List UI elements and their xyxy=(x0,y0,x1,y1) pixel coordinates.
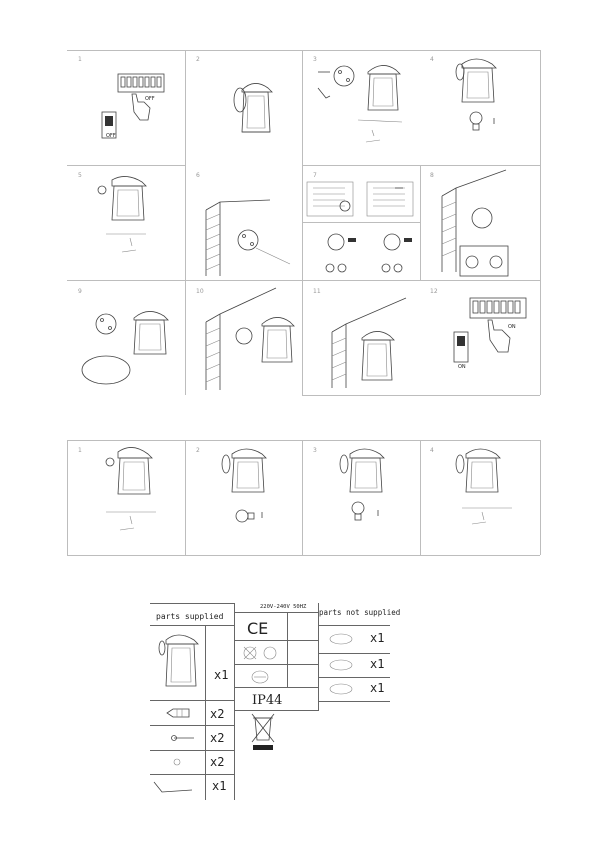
qty-drill: x1 xyxy=(370,631,385,645)
wall-plug-icon xyxy=(165,706,195,720)
maintenance-bulb-illustration xyxy=(218,446,288,536)
lantern-illustration xyxy=(228,80,278,142)
switch-off-label: OFF xyxy=(106,133,116,139)
step-number: 8 xyxy=(430,172,434,179)
parts-not-supplied-header: parts not supplied xyxy=(319,608,401,617)
step-number: 9 xyxy=(78,288,82,295)
qty-screwdriver: x1 xyxy=(370,657,385,671)
screw-icon xyxy=(170,733,200,743)
step-number: 3 xyxy=(313,447,317,454)
wiring-connection-illustration xyxy=(305,178,418,220)
allen-key-icon xyxy=(152,778,197,796)
qty-wall-plug: x2 xyxy=(210,707,225,721)
screwdriver-icon xyxy=(328,659,354,671)
lantern-part-icon xyxy=(156,632,202,692)
maintenance-lantern-illustration xyxy=(100,446,170,536)
washer-icon xyxy=(172,757,182,767)
ce-mark: CE xyxy=(247,619,269,638)
qty-lantern: x1 xyxy=(214,668,229,682)
bracket-and-lantern-illustration xyxy=(312,58,422,153)
pliers-icon xyxy=(328,683,354,695)
step-number: 6 xyxy=(196,172,200,179)
lantern-with-bulb-illustration xyxy=(452,58,512,143)
maintenance-bulb-illustration xyxy=(336,446,406,536)
step-number: 1 xyxy=(78,447,82,454)
qty-washer: x2 xyxy=(210,755,225,769)
bracket-screw-detail-illustration xyxy=(78,300,178,390)
drill-bit-icon xyxy=(328,633,354,645)
maintenance-lantern-illustration xyxy=(452,446,522,536)
weee-bin-icon xyxy=(250,712,276,752)
wall-mount-lantern-illustration xyxy=(196,286,300,396)
breaker-panel-off-illustration xyxy=(100,72,170,152)
switch-on-label: ON xyxy=(508,324,516,330)
switch-off-label: OFF xyxy=(145,96,155,102)
wire-stripping-illustration xyxy=(310,228,415,278)
wall-bracket-illustration xyxy=(200,190,300,280)
step-number: 3 xyxy=(313,56,317,63)
step-number: 11 xyxy=(313,288,321,295)
switch-on-label: ON xyxy=(458,364,466,370)
step-number: 2 xyxy=(196,447,200,454)
step-number: 5 xyxy=(78,172,82,179)
qty-allen-key: x1 xyxy=(212,779,227,793)
step-number: 2 xyxy=(196,56,200,63)
protection-class-icon xyxy=(250,668,270,686)
step-number: 7 xyxy=(313,172,317,179)
wall-junction-illustration xyxy=(436,168,536,278)
step-number: 10 xyxy=(196,288,204,295)
step-number: 12 xyxy=(430,288,438,295)
step-number: 4 xyxy=(430,447,434,454)
qty-pliers: x1 xyxy=(370,681,385,695)
step-number: 4 xyxy=(430,56,434,63)
ip-rating: IP44 xyxy=(252,693,283,708)
qty-screw: x2 xyxy=(210,731,225,745)
step-number: 1 xyxy=(78,56,82,63)
lantern-mounted-illustration xyxy=(92,176,162,261)
voltage-header: 220V-240V 50HZ xyxy=(260,604,307,610)
parts-supplied-header: parts supplied xyxy=(156,612,224,621)
installed-lantern-illustration xyxy=(326,292,426,392)
no-dimmer-icon xyxy=(238,643,284,663)
